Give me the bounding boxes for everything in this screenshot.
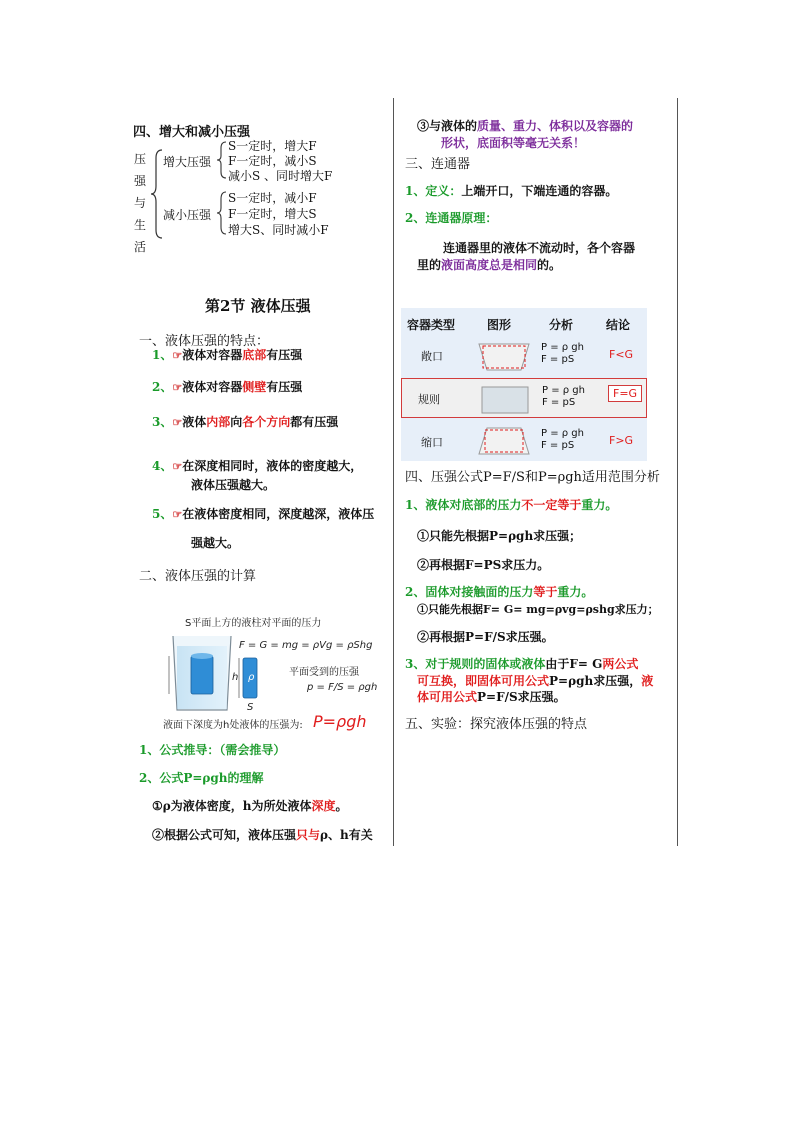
open-container-icon: [477, 342, 531, 372]
vertical-char: 活: [133, 240, 146, 254]
table-header: [401, 308, 647, 334]
table-cell-formula: P = ρ gh: [542, 385, 585, 396]
feature-item-3: 3、☞液体内部向各个方向都有压强: [152, 415, 339, 429]
principle-label: 2、连通器原理：: [405, 211, 498, 225]
diagram-formula-1: F = G = mg = ρVg = ρShg: [239, 640, 373, 651]
section-4-title-right: 四、压强公式P=F/S和P=ρgh适用范围分析: [405, 470, 660, 485]
table-header-cell: 结论: [606, 318, 631, 332]
formula-note-1: ①ρ为液体密度，h为所处液体深度。: [152, 799, 348, 813]
vertical-char: 与: [133, 196, 146, 210]
formula-derivation: 1、公式推导：（需会推导）: [139, 743, 286, 757]
diagram-rho: ρ: [248, 672, 255, 683]
increase-items: [228, 139, 332, 184]
no-relation-note: ③与液体的质量、重力、体积以及容器的: [417, 119, 634, 133]
vertical-char: 强: [133, 174, 146, 188]
vertical-char: 生: [133, 218, 146, 232]
table-cell-type: 缩口: [421, 436, 443, 449]
section-3-title: 三、连通器: [405, 157, 471, 172]
principle-line-1: 连通器里的液体不流动时，各个容器: [443, 241, 636, 255]
section-4-title-left: 四、增大和减小压强: [133, 125, 251, 140]
liquid-pressure-diagram: [159, 610, 381, 736]
diagram-s: S: [247, 702, 254, 713]
table-cell-formula: P = ρ gh: [541, 428, 584, 439]
decrease-item: F一定时，增大S: [228, 207, 317, 221]
beaker-icon: [167, 634, 237, 714]
analysis-3-line-1: 3、对于规则的固体或液体由于F= G两公式: [405, 657, 639, 671]
section-1-title: 一、液体压强的特点：: [139, 334, 270, 349]
decrease-brace-icon: [216, 190, 228, 236]
right-margin-line: [677, 98, 678, 846]
no-relation-note-cont: 形状，底面积等毫无关系！: [441, 136, 586, 150]
table-cell-type: 规则: [418, 393, 440, 406]
vertical-label: [133, 148, 147, 258]
feature-item-2: 2、☞液体对容器侧壁有压强: [152, 380, 303, 394]
table-cell-conclusion: F>G: [609, 434, 634, 447]
pointing-hand-icon: ☞: [172, 349, 183, 362]
feature-item-4: 4、☞在深度相同时，液体的密度越大，: [152, 459, 363, 473]
pointing-hand-icon: ☞: [172, 508, 183, 521]
narrow-container-icon: [477, 426, 531, 456]
analysis-2-step-1: ①只能先根据F= G= mg=ρvg=ρshg求压力；: [417, 603, 659, 616]
table-header-cell: 图形: [487, 318, 512, 332]
pointing-hand-icon: ☞: [172, 381, 183, 394]
decrease-label: 减小压强: [163, 208, 212, 222]
table-cell-conclusion: F<G: [609, 348, 634, 361]
analysis-2-step-2: ②再根据P=F/S求压强。: [417, 630, 554, 644]
table-row: [401, 420, 647, 460]
analysis-1: 1、液体对底部的压力不一定等于重力。: [405, 498, 618, 512]
diagram-formula-2: p = F/S = ρgh: [307, 682, 378, 693]
diagram-big-formula: P=ρgh: [313, 712, 367, 731]
chapter-title: 第2节 液体压强: [205, 297, 311, 315]
formula-understanding: 2、公式P=ρgh的理解: [139, 771, 264, 785]
diagram-h: h: [232, 672, 239, 683]
vertical-char: 压: [133, 152, 146, 166]
table-header-cell: 容器类型: [407, 318, 456, 332]
feature-item-1: 1、☞液体对容器底部有压强: [152, 348, 303, 362]
big-brace-icon: [150, 148, 164, 240]
regular-container-icon: [478, 385, 532, 415]
analysis-2: 2、固体对接触面的压力等于重力。: [405, 585, 594, 599]
table-cell-formula: F = pS: [542, 397, 576, 408]
formula-note-2: ②根据公式可知，液体压强只与ρ、h有关: [152, 828, 373, 842]
pointing-hand-icon: ☞: [172, 416, 183, 429]
decrease-items: [228, 190, 329, 238]
column-divider: [393, 98, 394, 846]
container-type-table: [401, 308, 647, 461]
increase-brace-icon: [216, 140, 228, 180]
table-cell-type: 敞口: [421, 350, 443, 363]
analysis-1-step-2: ②再根据F=PS求压力。: [417, 558, 550, 572]
increase-label: 增大压强: [163, 155, 212, 169]
diagram-label-2: 平面受到的压强: [289, 667, 359, 678]
table-header-cell: 分析: [549, 318, 574, 332]
analysis-1-step-1: ①只能先根据P=ρgh求压强；: [417, 529, 582, 543]
analysis-3-line-3: 体可用公式P=F/S求压强。: [417, 690, 566, 704]
feature-item-4-cont: 液体压强越大。: [191, 478, 276, 492]
section-5-title: 五、实验：探究液体压强的特点: [405, 717, 588, 732]
decrease-item: 增大S、同时减小F: [228, 223, 329, 237]
feature-item-5-cont: 强越大。: [191, 536, 240, 550]
diagram-bottom-label: 液面下深度为h处液体的压强为:: [163, 720, 303, 731]
principle-line-2: 里的液面高度总是相同的。: [417, 258, 562, 272]
table-cell-conclusion: F=G: [608, 385, 642, 402]
table-row-highlighted: [401, 378, 647, 418]
pointing-hand-icon: ☞: [172, 460, 183, 473]
table-row: [401, 336, 647, 376]
section-2-title: 二、液体压强的计算: [139, 569, 257, 584]
table-cell-formula: F = pS: [541, 354, 575, 365]
table-cell-formula: P = ρ gh: [541, 342, 584, 353]
increase-item: S一定时，增大F: [228, 139, 317, 153]
decrease-item: S一定时，减小F: [228, 191, 317, 205]
increase-item: 减小S 、同时增大F: [228, 169, 333, 183]
table-cell-formula: F = pS: [541, 440, 575, 451]
increase-item: F一定时，减小S: [228, 154, 317, 168]
definition: 1、定义：上端开口，下端连通的容器。: [405, 184, 618, 198]
feature-item-5: 5、☞在液体密度相同，深度越深，液体压: [152, 507, 375, 521]
diagram-top-label: S平面上方的液柱对平面的压力: [185, 618, 322, 629]
analysis-3-line-2: 可互换，即固体可用公式P=ρgh求压强，液: [417, 674, 654, 688]
